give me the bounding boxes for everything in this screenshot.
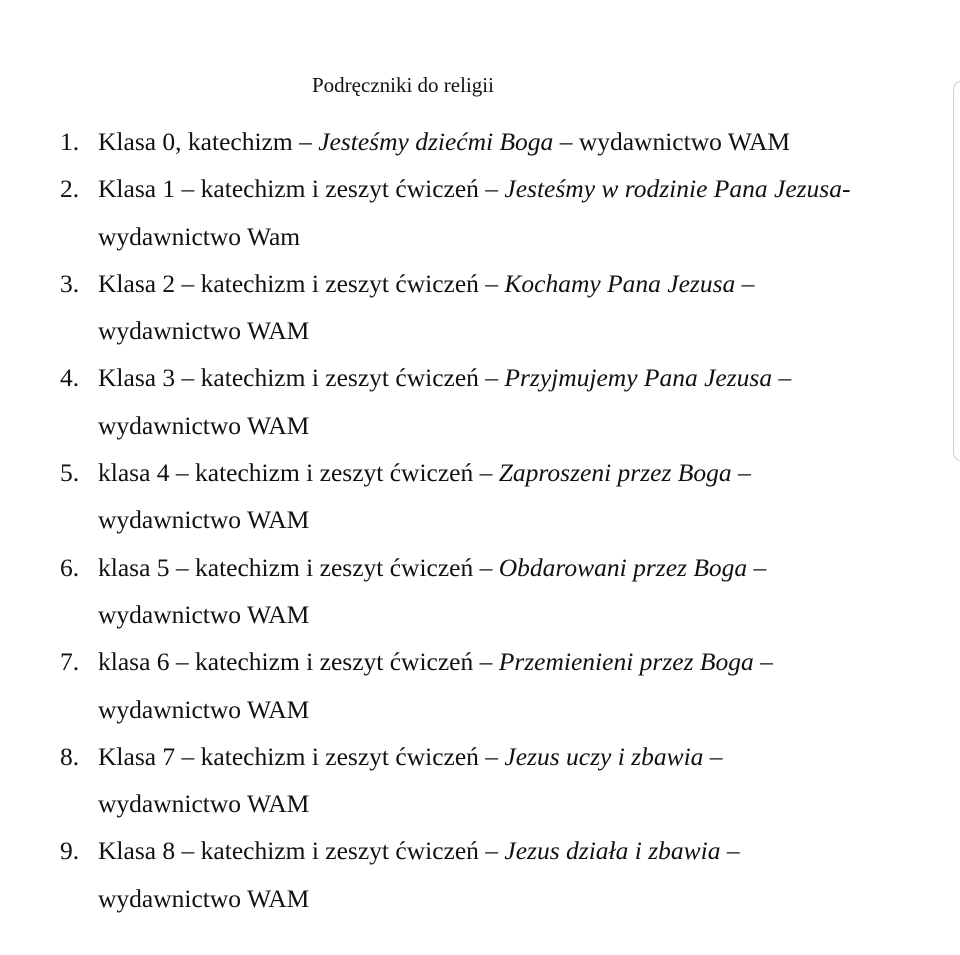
item-number: 1.	[60, 127, 80, 156]
list-item	[60, 165, 960, 260]
list-item	[60, 827, 960, 922]
item-prefix: Klasa 8 – katechizm i zeszyt ćwiczeń –	[98, 836, 505, 866]
document-title: Podręczniki do religii	[312, 73, 494, 97]
item-number: 6.	[60, 552, 80, 582]
item-book-title: Jesteśmy w rodzinie Pana Jezusa-	[504, 174, 851, 204]
item-prefix: klasa 4 – katechizm i zeszyt ćwiczeń –	[98, 458, 499, 488]
item-text	[98, 260, 960, 355]
item-prefix: Klasa 7 – katechizm i zeszyt ćwiczeń –	[98, 741, 505, 771]
item-number: 8.	[60, 741, 80, 771]
item-text	[98, 118, 960, 165]
item-suffix: wydawnictwo WAM	[98, 883, 310, 913]
item-book-title: Kochamy Pana Jezusa –	[504, 268, 755, 298]
item-number: 7.	[60, 647, 80, 677]
item-suffix: wydawnictwo WAM	[98, 694, 310, 724]
list-item	[60, 354, 960, 449]
item-prefix: klasa 6 – katechizm i zeszyt ćwiczeń –	[98, 647, 499, 677]
item-text	[98, 544, 960, 639]
item-suffix: – wydawnictwo WAM	[553, 127, 791, 156]
item-number: 5.	[60, 458, 80, 488]
item-suffix: wydawnictwo WAM	[98, 505, 310, 535]
item-book-title: Obdarowani przez Boga –	[498, 552, 767, 582]
side-panel-edge	[953, 80, 960, 462]
item-text	[98, 827, 960, 922]
item-book-title: Jezus działa i zbawia –	[504, 836, 740, 866]
item-text	[98, 165, 960, 260]
item-text	[98, 733, 960, 828]
item-prefix: Klasa 0, katechizm –	[98, 127, 319, 156]
item-prefix: Klasa 3 – katechizm i zeszyt ćwiczeń –	[98, 363, 505, 393]
item-prefix: klasa 5 – katechizm i zeszyt ćwiczeń –	[98, 552, 499, 582]
item-book-title: Zaproszeni przez Boga –	[498, 458, 751, 488]
list-item	[60, 733, 960, 828]
item-suffix: wydawnictwo WAM	[98, 316, 310, 346]
list-item	[60, 449, 960, 544]
item-number: 9.	[60, 836, 80, 866]
item-number: 4.	[60, 363, 80, 393]
item-number: 2.	[60, 174, 80, 204]
item-text	[98, 638, 960, 733]
textbook-list	[60, 118, 960, 922]
item-suffix: wydawnictwo WAM	[98, 789, 310, 819]
item-suffix: wydawnictwo Wam	[98, 221, 301, 251]
list-item	[60, 638, 960, 733]
item-suffix: wydawnictwo WAM	[98, 410, 310, 440]
item-prefix: Klasa 2 – katechizm i zeszyt ćwiczeń –	[98, 268, 505, 298]
item-number: 3.	[60, 268, 80, 298]
item-book-title: Przyjmujemy Pana Jezusa –	[504, 363, 792, 393]
item-suffix: wydawnictwo WAM	[98, 599, 310, 629]
item-book-title: Jesteśmy dziećmi Boga	[318, 127, 554, 156]
list-item	[60, 544, 960, 639]
item-text	[98, 449, 960, 544]
list-item	[60, 260, 960, 355]
item-book-title: Jezus uczy i zbawia –	[504, 741, 723, 771]
list-item	[60, 118, 960, 165]
item-prefix: Klasa 1 – katechizm i zeszyt ćwiczeń –	[98, 174, 505, 204]
item-book-title: Przemienieni przez Boga –	[498, 647, 773, 677]
item-text	[98, 354, 960, 449]
